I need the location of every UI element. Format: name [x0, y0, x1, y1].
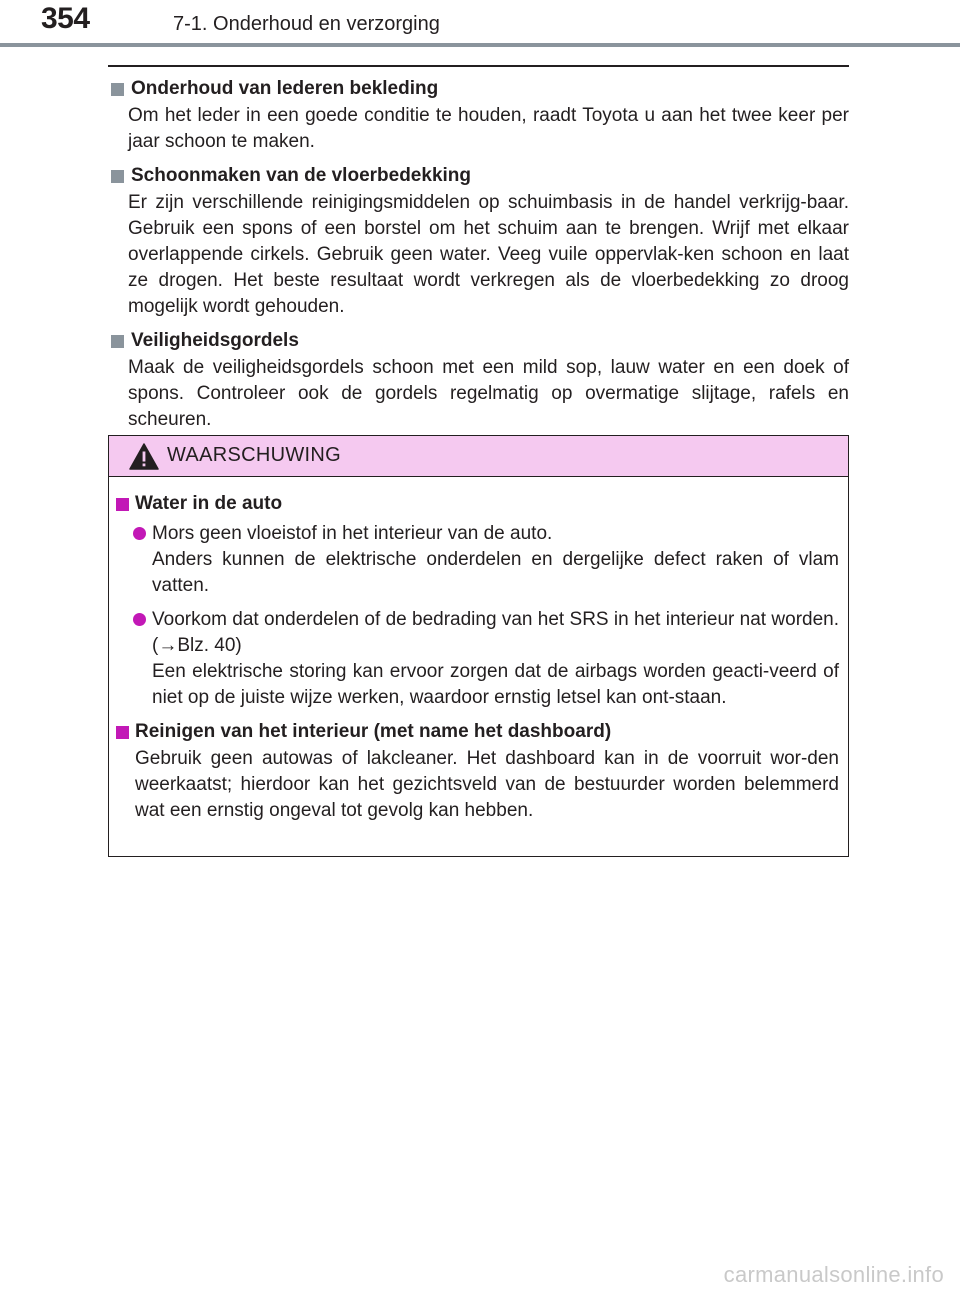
square-bullet-icon [116, 498, 129, 511]
warning-section-heading [114, 491, 839, 517]
section-body: Er zijn verschillende reinigingsmiddelen op schuimbasis in de handel verkrijg-baar. Gebruik een spons of een borstel om het schuim aan te brengen. Wrijf met elkaar overlappende cirkels. Gebruik geen water. Veeg vuile oppervlak-ken schoon en laat ze drogen. Het beste resultaat wordt verkregen als de vloerbedekking zo droog mogelijk wordt gehouden. [128, 192, 849, 317]
square-bullet-icon [116, 726, 129, 739]
content-sections [108, 76, 849, 441]
warning-section-heading [114, 719, 839, 745]
round-bullet-icon [133, 527, 146, 540]
section-heading [108, 76, 849, 102]
section-heading-text: Onderhoud van lederen bekleding [131, 78, 439, 99]
section-body: Maak de veiligheidsgordels schoon met een mild sop, lauw water en een doek of spons. Controleer ook de gordels regelmatig op overmatige slijtage, rafels en scheuren. [128, 357, 849, 430]
chapter-title: 7-1. Onderhoud en verzorging [173, 13, 440, 35]
square-bullet-icon [111, 170, 124, 183]
warning-bullet [132, 521, 839, 599]
warning-section-interior-cleaning [114, 719, 839, 824]
page-number: 354 [41, 2, 90, 35]
warning-bullet [132, 607, 839, 711]
warning-triangle-icon [129, 443, 159, 470]
watermark: carmanualsonline.info [723, 1262, 944, 1287]
section-body: Om het leder in een goede conditie te houden, raadt Toyota u aan het twee keer per jaar schoon te maken. [128, 105, 849, 152]
warning-bullet-text [152, 607, 839, 711]
section-seat-belts [108, 328, 849, 433]
warning-title: WAARSCHUWING [167, 444, 341, 466]
bullet-line: Mors geen vloeistof in het interieur van de auto. [152, 523, 553, 544]
bullet-line: Een elektrische storing kan ervoor zorgen dat de airbags worden geacti-veerd of niet op de juiste wijze werken, waardoor ernstig letsel kan ont-staan. [152, 661, 839, 708]
page-header [0, 0, 960, 52]
round-bullet-icon [133, 613, 146, 626]
warning-section-water [114, 491, 839, 711]
section-leather-care [108, 76, 849, 155]
bullet-line: Voorkom dat onderdelen of de bedrading van het SRS in het interieur nat worden. (→Blz. 40) [152, 609, 839, 656]
square-bullet-icon [111, 335, 124, 348]
warning-section-body: Gebruik geen autowas of lakcleaner. Het dashboard kan in de voorruit wor-den weerkaatst; hierdoor kan het gezichtsveld van de bestuurder worden belemmerd wat een ernstig ongeval tot gevolg kan hebben. [135, 748, 839, 821]
square-bullet-icon [111, 83, 124, 96]
warning-section-heading-text: Water in de auto [135, 493, 283, 514]
header-rule [0, 43, 960, 47]
warning-box [108, 435, 849, 857]
bullet-line: Anders kunnen de elektrische onderdelen en dergelijke defect raken of vlam vatten. [152, 549, 839, 596]
section-carpet-cleaning [108, 163, 849, 320]
content-rule [108, 65, 849, 67]
warning-content [109, 477, 848, 824]
section-heading [108, 328, 849, 354]
section-heading [108, 163, 849, 189]
section-heading-text: Schoonmaken van de vloerbedekking [131, 165, 471, 186]
warning-bullet-text [152, 521, 839, 599]
section-heading-text: Veiligheidsgordels [131, 330, 299, 351]
warning-header [109, 436, 848, 477]
warning-section-heading-text: Reinigen van het interieur (met name het dashboard) [135, 721, 612, 742]
